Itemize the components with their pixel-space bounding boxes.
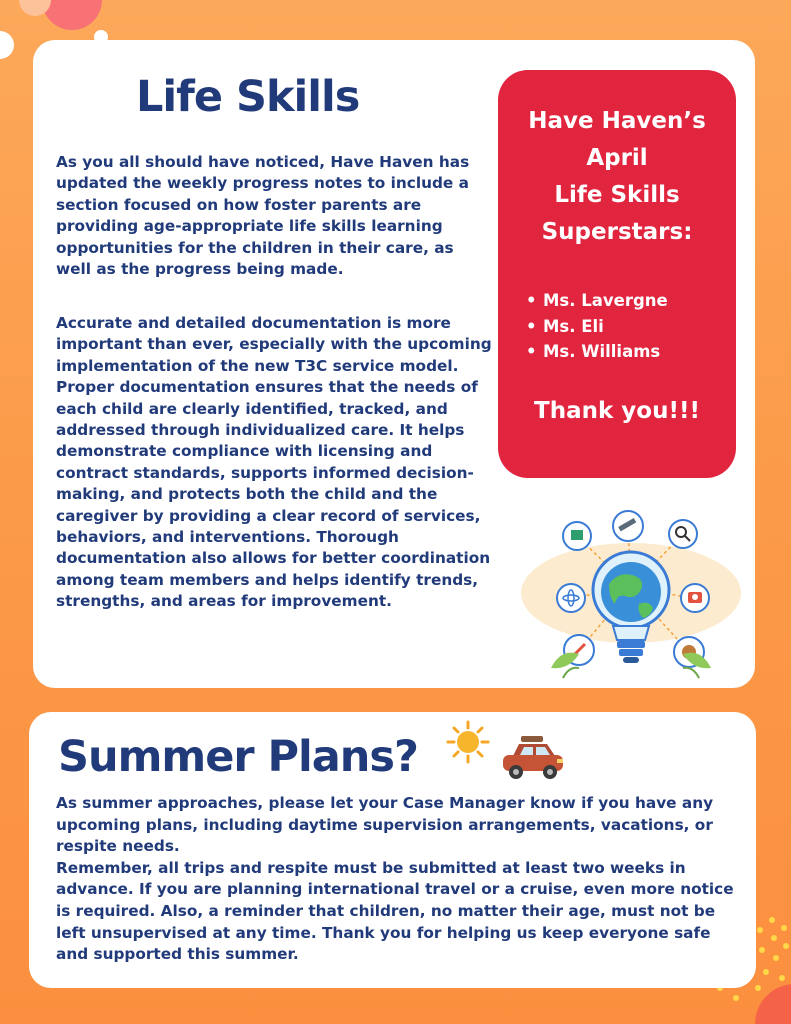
superstar-name: • Ms. Eli — [526, 314, 668, 340]
superstars-title — [498, 103, 736, 251]
superstar-name: • Ms. Lavergne — [526, 288, 668, 314]
summer-plans-paragraph — [56, 793, 746, 966]
summer-plans-line-2: Remember, all trips and respite must be submitted at least two weeks in advance. If you are planning international travel or a cruise, even more notice is required. Also, a reminder that children, no matter their age, must not be left unsupervised at any time. Thank you for helping us keep everyone safe and supported this summer. — [56, 858, 734, 964]
superstars-title-line-1: Have Haven’s — [528, 108, 706, 134]
summer-plans-card — [29, 712, 756, 988]
superstars-title-line-2: April — [586, 145, 648, 171]
superstars-title-line-4: Superstars: — [541, 219, 693, 245]
life-skills-title: Life Skills — [136, 72, 360, 122]
car-icon — [499, 734, 567, 784]
superstars-thanks: Thank you!!! — [534, 398, 700, 424]
superstars-box — [498, 70, 736, 478]
summer-plans-line-1: As summer approaches, please let your Case Manager know if you have any upcoming plans, including daytime supervision arrangements, vacations, or respite needs. — [56, 794, 714, 856]
superstars-title-line-3: Life Skills — [554, 182, 680, 208]
life-skills-paragraph-1: As you all should have noticed, Have Haven has updated the weekly progress notes to include a section focused on how foster parents are providing age-appropriate life skills learning opportunities for the children in their care, as well as the progress being made. — [56, 153, 470, 279]
life-skills-card — [33, 40, 755, 688]
superstars-list — [526, 288, 668, 365]
lightbulb-globe-illustration — [511, 508, 751, 698]
superstar-name: • Ms. Williams — [526, 339, 668, 365]
sun-icon — [446, 720, 490, 764]
summer-plans-title: Summer Plans? — [58, 732, 418, 782]
life-skills-paragraph-2: Accurate and detailed documentation is more important than ever, especially with the upcoming implementation of the new T3C service model. Proper documentation ensures that the needs of each child are clearly identified, tracked, and addressed through individualized care. It helps demonstrate compliance with licensing and contract standards, supports informed decision-making, and protects both the child and the caregiver by providing a clear record of services, behaviors, and interventions. Thorough documentation also allows for better coordination among team members and helps identify trends, strengths, and areas for improvement. — [56, 314, 492, 611]
